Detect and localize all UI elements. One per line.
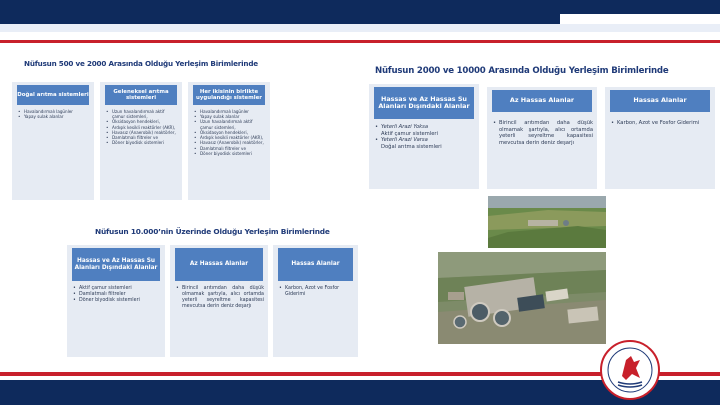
section2-title: Nüfusun 2000 ve 10000 Arasında Olduğu Yerleşim Birimlerinde: [375, 66, 669, 76]
list-item: • Oksidasyon hendekleri,: [106, 119, 178, 124]
list-item: • Birincil arıtımdan daha düşük olmamak şartıyla, alıcı ortamda yeterli seyreltme kapasitesi mevcutsa derin deniz deşarjı: [176, 286, 264, 311]
list-item: • Damlatmalı filtreler: [73, 292, 161, 298]
section3-title: Nüfusun 10.000’nin Üzerinde Olduğu Yerleşim Birimlerinde: [95, 227, 330, 236]
list-item: • Uzun havalandırmalı aktif çamur sistemleri,: [106, 109, 178, 119]
s2-card-outside-list: [375, 124, 475, 151]
list-item: • Döner biyodisk sistemleri: [106, 140, 178, 145]
s2-card-outside-title: Hassas ve Az Hassas Su Alanları Dışındaki Alanlar: [374, 87, 474, 119]
university-seal-icon: [600, 340, 660, 400]
list-item: [375, 124, 475, 137]
list-item: • Oksidasyon hendekleri,: [194, 130, 266, 135]
list-item: • Uzun havalandırmalı aktif çamur sistemleri,: [194, 119, 266, 129]
s3-card-less-sensitive: [170, 245, 268, 357]
top-light-strip: [0, 24, 720, 32]
s3-card-outside: [67, 245, 165, 357]
s2-card-sensitive: [605, 87, 715, 189]
s1-card-conventional: [100, 82, 182, 200]
list-item: • Havalandırmalı lagünler: [18, 109, 90, 114]
s2-card-sensitive-title: Hassas Alanlar: [610, 90, 710, 112]
list-item-system: Aktif çamur sistemleri: [381, 130, 438, 137]
s3-card-sensitive: [273, 245, 358, 357]
s1-card-conventional-list: [106, 109, 178, 146]
list-item: • Ardışık kesikli reaktörler (AKR),: [106, 125, 178, 130]
s3-card-outside-title: Hassas ve Az Hassas Su Alanları Dışındaki Alanlar: [72, 248, 160, 281]
top-navy-block: [0, 0, 560, 24]
s3-card-outside-list: [73, 286, 161, 304]
list-item: • Ardışık kesikli reaktörler (AKR),: [194, 135, 266, 140]
s3-card-less-sensitive-title: Az Hassas Alanlar: [175, 248, 263, 281]
treatment-plant-photo: [438, 252, 606, 344]
s3-card-less-sensitive-list: [176, 286, 264, 311]
top-header-band: [0, 0, 720, 44]
list-item-condition: Yeterli Arazi Yoksa: [381, 124, 429, 130]
list-item: • Yapay sulak alanlar: [18, 114, 90, 119]
s1-card-combined: [188, 82, 270, 200]
s3-card-sensitive-title: Hassas Alanlar: [278, 248, 353, 281]
list-item: • Döner biyodisk sistemleri: [194, 151, 266, 156]
wastewater-plant-aerial-icon: [438, 252, 606, 344]
list-item: [375, 137, 475, 150]
list-item: • Döner biyodisk sistemleri: [73, 298, 161, 304]
list-item: • Havalandırmalı lagünler: [194, 109, 266, 114]
list-item: • Karbon, Azot ve Fosfor Giderimi: [611, 120, 711, 127]
list-item: • Damlatmalı filtreler ve: [194, 146, 266, 151]
list-item: • Damlatmalı filtreler ve: [106, 135, 178, 140]
list-item-condition: Yeterli Arazi Varsa: [381, 137, 428, 144]
s3-card-sensitive-list: [279, 286, 354, 298]
university-logo: [600, 340, 660, 400]
s1-card-natural-list: [18, 109, 90, 119]
s2-card-less-sensitive-list: [493, 120, 593, 147]
farmland-photo: [488, 196, 606, 248]
top-red-line: [0, 40, 720, 43]
s2-card-less-sensitive: [487, 87, 597, 189]
s1-card-natural-title: Doğal arıtma sistemleri: [17, 85, 89, 105]
s2-card-sensitive-list: [611, 120, 711, 127]
list-item: • Aktif çamur sistemleri: [73, 286, 161, 292]
list-item: • Yapay sulak alanlar: [194, 114, 266, 119]
s2-card-less-sensitive-title: Az Hassas Alanlar: [492, 90, 592, 112]
s1-card-conventional-title: Geleneksel arıtma sistemleri: [105, 85, 177, 105]
s1-card-combined-title: Her ikisinin birlikte uygulandığı sistemler: [193, 85, 265, 105]
list-item: • Havasız (Anaerobik) reaktörler,: [194, 140, 266, 145]
list-item: • Karbon, Azot ve Fosfor Giderimi: [279, 286, 354, 298]
s1-card-combined-list: [194, 109, 266, 156]
list-item-system: Doğal arıtma sistemleri: [381, 143, 442, 150]
list-item: • Birincil arıtımdan daha düşük olmamak şartıyla, alıcı ortamda yeterli seyreltme kapasitesi mevcutsa derin deniz deşarjı: [493, 120, 593, 147]
s2-card-outside: [369, 84, 479, 189]
section1-title: Nüfusun 500 ve 2000 Arasında Olduğu Yerleşim Birimlerinde: [24, 59, 258, 68]
s1-card-natural: [12, 82, 94, 200]
list-item: • Havasız (Anaerobik) reaktörler,: [106, 130, 178, 135]
farmland-photo-icon: [488, 196, 606, 248]
